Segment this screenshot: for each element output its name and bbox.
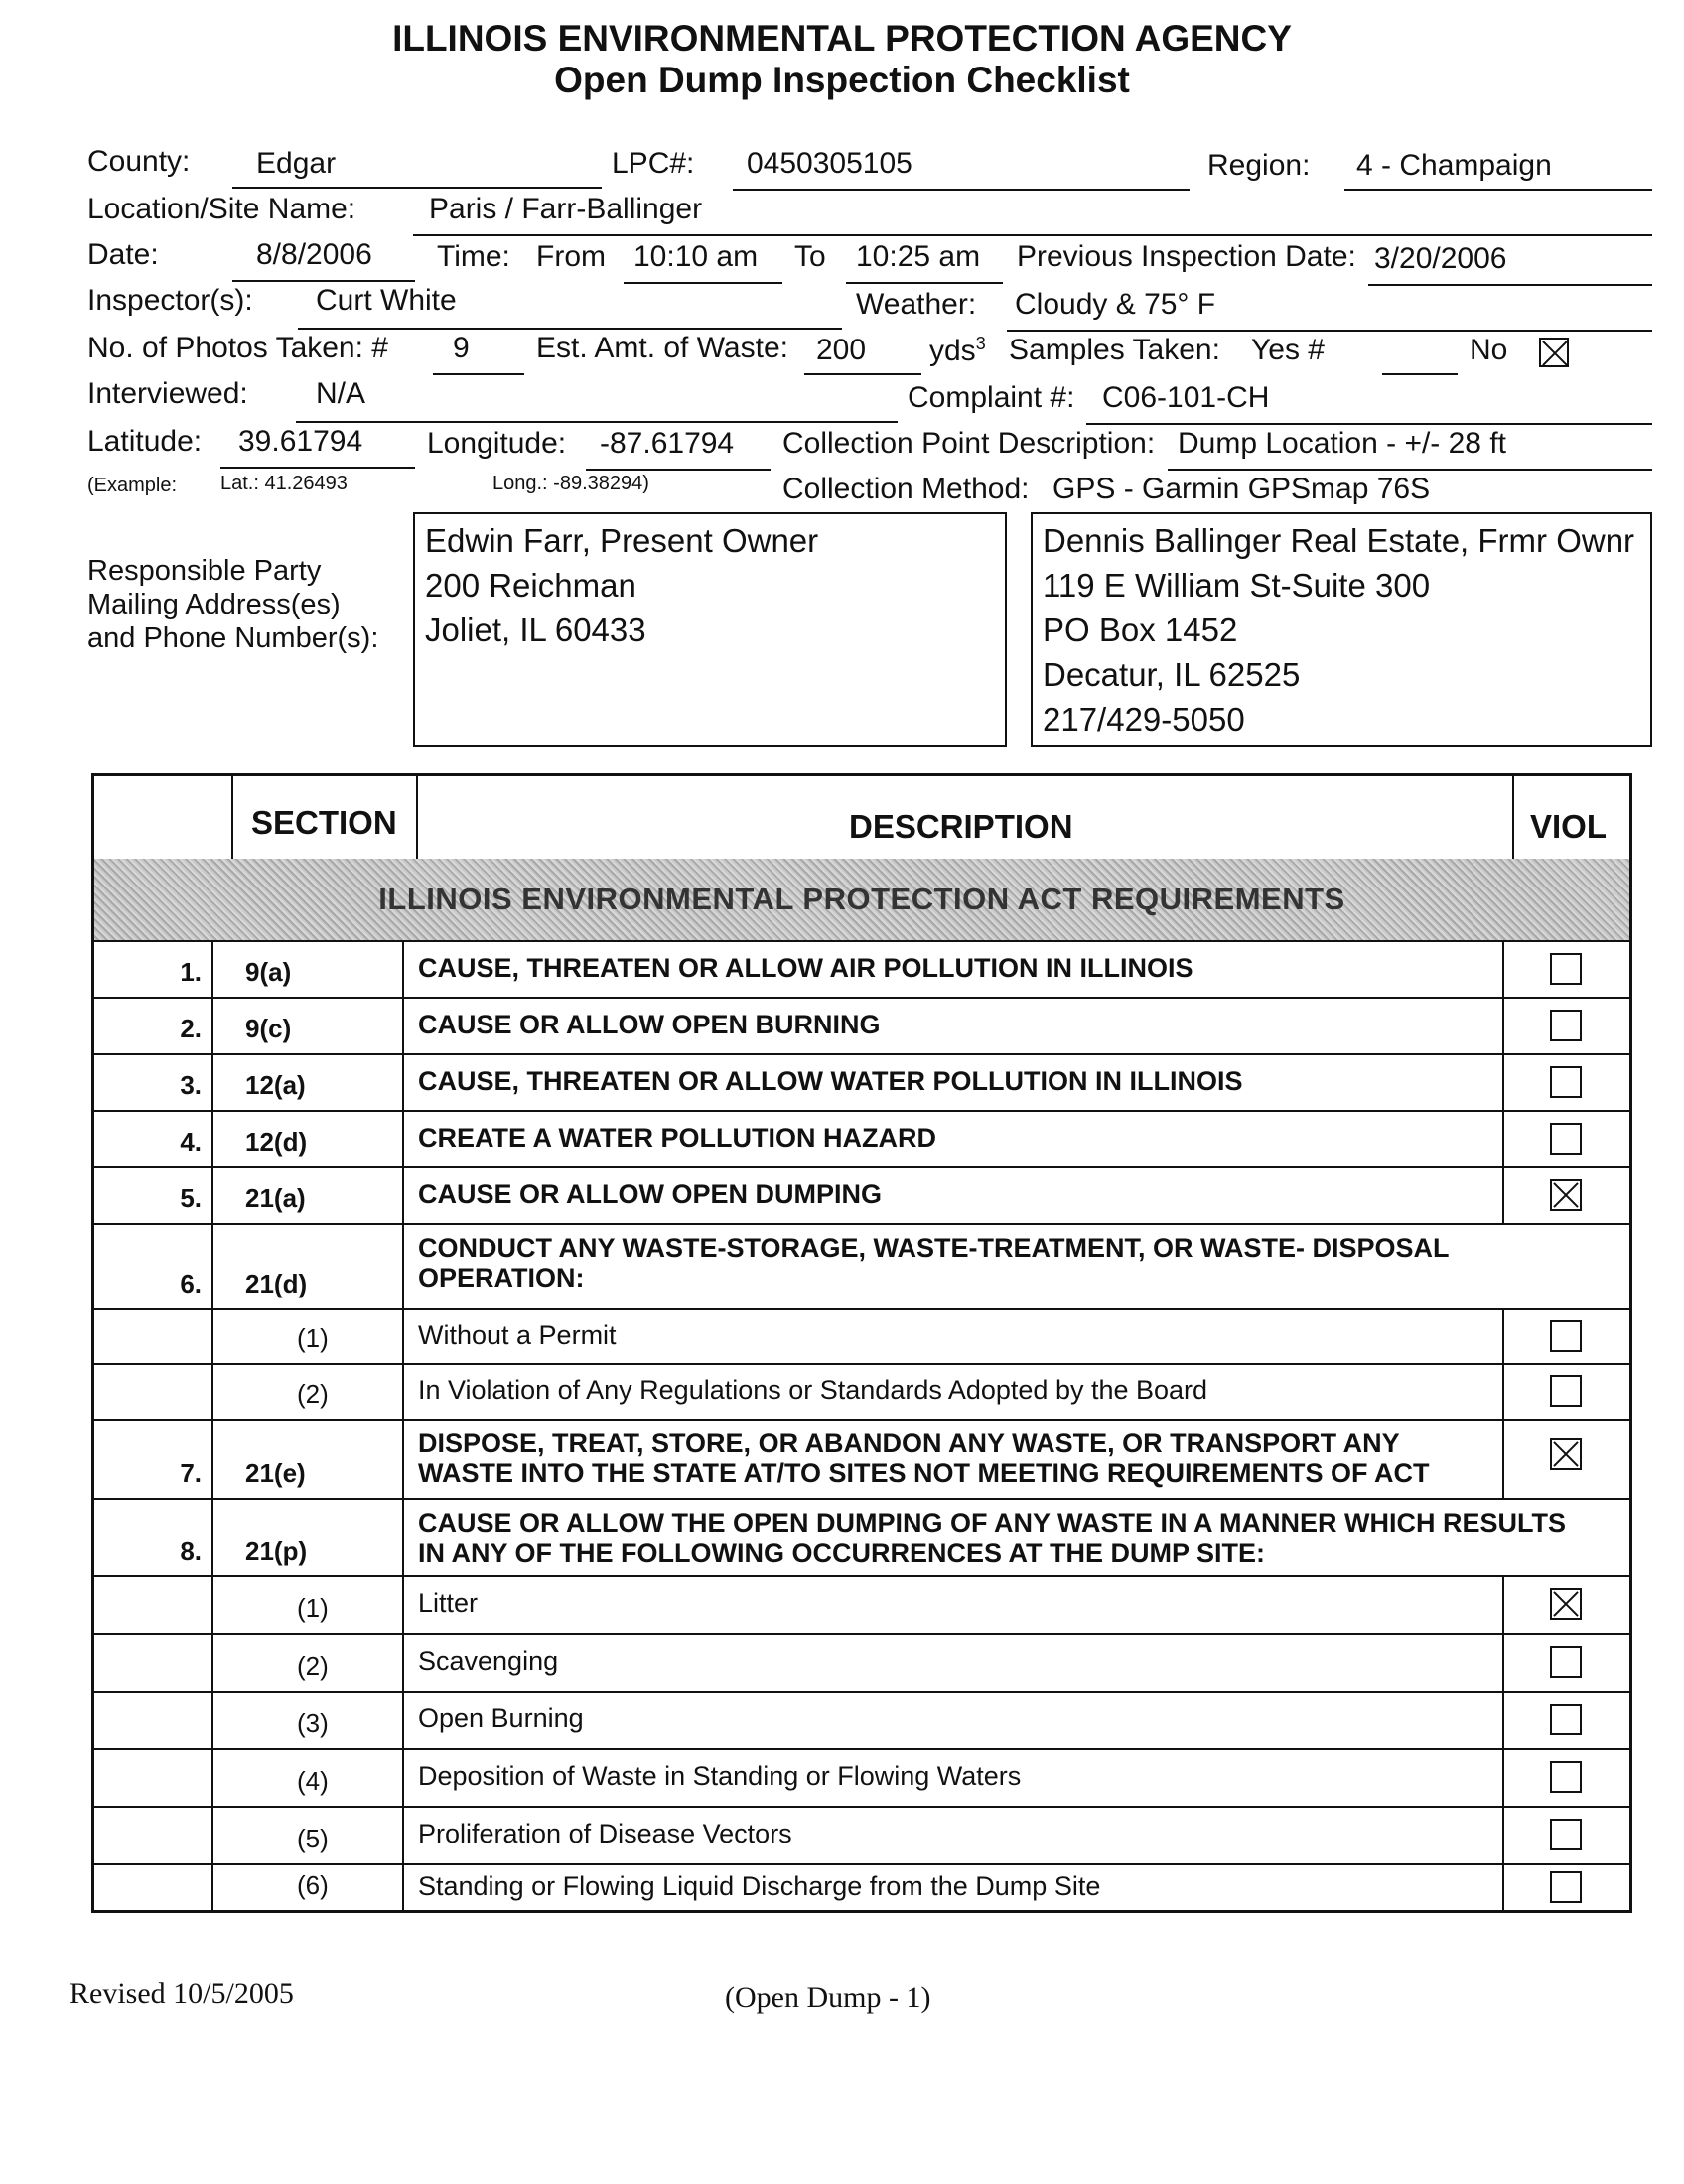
act-requirements-band: ILLINOIS ENVIRONMENTAL PROTECTION ACT REQUIREMENTS — [94, 859, 1629, 940]
location-value: Paris / Farr-Ballinger — [429, 193, 703, 225]
row-subsection: (1) — [297, 1593, 329, 1623]
row-subsection: (2) — [297, 1379, 329, 1409]
example-label: (Example: — [87, 475, 178, 496]
row-subsection: (4) — [297, 1766, 329, 1796]
interviewed-label: Interviewed: — [87, 377, 248, 410]
row-subsection: (1) — [297, 1323, 329, 1353]
row-subsection: (6) — [297, 1870, 329, 1900]
waste-unit: yds$^3$ — [929, 334, 986, 367]
prev-inspection-value: 3/20/2006 — [1374, 242, 1507, 275]
viol-checkbox[interactable] — [1550, 1123, 1582, 1155]
viol-checkbox[interactable] — [1550, 1761, 1582, 1793]
longitude-value: -87.61794 — [600, 427, 735, 460]
row-number: 1. — [180, 957, 202, 987]
viol-checkbox[interactable] — [1550, 1179, 1582, 1211]
complaint-label: Complaint #: — [908, 381, 1075, 414]
latitude-value: 39.61794 — [238, 425, 363, 458]
form-title: Open Dump Inspection Checklist — [554, 60, 1130, 100]
complaint-value: C06-101-CH — [1102, 381, 1270, 414]
example-long: Long.: -89.38294) — [492, 473, 649, 494]
row-description: Standing or Flowing Liquid Discharge from the Dump Site — [418, 1871, 1101, 1901]
interviewed-value: N/A — [316, 377, 366, 410]
row-description: CREATE A WATER POLLUTION HAZARD — [418, 1123, 936, 1153]
row-section: 21(e) — [245, 1458, 306, 1488]
viol-checkbox[interactable] — [1550, 1588, 1582, 1620]
waste-value: 200 — [816, 334, 867, 366]
row-description: DISPOSE, TREAT, STORE, OR ABANDON ANY WASTE, OR TRANSPORT ANY WASTE INTO THE STATE AT/TO SITES NOT MEETING REQUIREMENTS OF ACT — [418, 1429, 1430, 1488]
time-from-value: 10:10 am — [633, 240, 759, 273]
row-number: 3. — [180, 1070, 202, 1100]
date-value: 8/8/2006 — [256, 238, 372, 271]
row-number: 7. — [180, 1458, 202, 1488]
samples-no-label: No — [1470, 334, 1508, 366]
viol-checkbox[interactable] — [1550, 1819, 1582, 1850]
row-section: 9(c) — [245, 1014, 292, 1043]
requirements-table — [91, 773, 1632, 1913]
row-description: CONDUCT ANY WASTE-STORAGE, WASTE-TREATMENT, OR WASTE- DISPOSAL OPERATION: — [418, 1233, 1450, 1293]
agency-title: ILLINOIS ENVIRONMENTAL PROTECTION AGENCY — [392, 18, 1292, 59]
county-label: County: — [87, 145, 191, 178]
region-label: Region: — [1207, 149, 1311, 182]
county-value: Edgar — [256, 147, 337, 180]
row-description: Without a Permit — [418, 1320, 617, 1350]
weather-value: Cloudy & 75° F — [1015, 288, 1216, 321]
samples-no-checkbox[interactable] — [1539, 338, 1569, 367]
viol-checkbox[interactable] — [1550, 1704, 1582, 1735]
to-label: To — [794, 240, 826, 273]
lpc-value: 0450305105 — [747, 147, 912, 180]
row-description: CAUSE OR ALLOW THE OPEN DUMPING OF ANY WASTE IN A MANNER WHICH RESULTS IN ANY OF THE FOLLOWING OCCURRENCES AT THE DUMP SITE: — [418, 1508, 1567, 1568]
lpc-label: LPC#: — [612, 147, 695, 180]
page-label: (Open Dump - 1) — [725, 1981, 931, 2014]
row-section: 9(a) — [245, 957, 292, 987]
viol-checkbox[interactable] — [1550, 1871, 1582, 1903]
viol-checkbox[interactable] — [1550, 1646, 1582, 1678]
revised-date: Revised 10/5/2005 — [70, 1978, 294, 2010]
row-section: 21(p) — [245, 1536, 308, 1566]
samples-yes-label: Yes # — [1251, 334, 1325, 366]
location-label: Location/Site Name: — [87, 193, 356, 225]
row-section: 21(a) — [245, 1183, 306, 1213]
row-description: In Violation of Any Regulations or Standards Adopted by the Board — [418, 1375, 1208, 1405]
photos-value: 9 — [453, 332, 470, 364]
waste-label: Est. Amt. of Waste: — [536, 332, 788, 364]
longitude-label: Longitude: — [427, 427, 567, 460]
row-description: Scavenging — [418, 1646, 559, 1676]
row-number: 5. — [180, 1183, 202, 1213]
row-section: 12(a) — [245, 1070, 306, 1100]
date-label: Date: — [87, 238, 159, 271]
latitude-label: Latitude: — [87, 425, 203, 458]
row-subsection: (5) — [297, 1824, 329, 1853]
collection-method-label: Collection Method: — [782, 473, 1030, 505]
row-subsection: (3) — [297, 1708, 329, 1738]
prev-inspection-label: Previous Inspection Date: — [1017, 240, 1356, 273]
example-lat: Lat.: 41.26493 — [220, 473, 348, 494]
collection-point-label: Collection Point Description: — [782, 427, 1156, 460]
responsible-party-label: Responsible Party Mailing Address(es) and Phone Number(s): — [87, 555, 379, 654]
weather-label: Weather: — [856, 288, 977, 321]
inspector-label: Inspector(s): — [87, 284, 253, 317]
row-description: Litter — [418, 1588, 479, 1618]
viol-checkbox[interactable] — [1550, 1438, 1582, 1470]
row-section: 12(d) — [245, 1127, 308, 1157]
row-number: 6. — [180, 1269, 202, 1298]
inspector-value: Curt White — [316, 284, 457, 317]
responsible-party-1: Edwin Farr, Present Owner 200 Reichman Joliet, IL 60433 — [413, 512, 1007, 747]
collection-point-value: Dump Location - +/- 28 ft — [1178, 427, 1506, 460]
row-description: Deposition of Waste in Standing or Flowing Waters — [418, 1761, 1022, 1791]
viol-checkbox[interactable] — [1550, 953, 1582, 985]
time-to-value: 10:25 am — [856, 240, 981, 273]
row-description: CAUSE, THREATEN OR ALLOW WATER POLLUTION IN ILLINOIS — [418, 1066, 1243, 1096]
photos-label: No. of Photos Taken: # — [87, 332, 388, 364]
col-viol: VIOL — [1530, 808, 1608, 845]
viol-checkbox[interactable] — [1550, 1375, 1582, 1407]
row-description: CAUSE, THREATEN OR ALLOW AIR POLLUTION IN ILLINOIS — [418, 953, 1193, 983]
row-subsection: (2) — [297, 1651, 329, 1681]
row-description: CAUSE OR ALLOW OPEN DUMPING — [418, 1179, 883, 1209]
row-description: Proliferation of Disease Vectors — [418, 1819, 792, 1848]
from-label: From — [536, 240, 606, 273]
viol-checkbox[interactable] — [1550, 1010, 1582, 1041]
samples-label: Samples Taken: — [1009, 334, 1220, 366]
row-number: 2. — [180, 1014, 202, 1043]
row-number: 8. — [180, 1536, 202, 1566]
viol-checkbox[interactable] — [1550, 1066, 1582, 1098]
row-description: CAUSE OR ALLOW OPEN BURNING — [418, 1010, 881, 1039]
region-value: 4 - Champaign — [1356, 149, 1552, 182]
viol-checkbox[interactable] — [1550, 1320, 1582, 1352]
row-number: 4. — [180, 1127, 202, 1157]
responsible-party-2: Dennis Ballinger Real Estate, Frmr Ownr 119 E William St-Suite 300 PO Box 1452 Decatur, IL 62525 217/429-5050 — [1031, 512, 1652, 747]
col-section: SECTION — [251, 804, 397, 841]
time-label: Time: — [437, 240, 510, 273]
col-description: DESCRIPTION — [849, 808, 1073, 845]
row-description: Open Burning — [418, 1704, 584, 1733]
row-section: 21(d) — [245, 1269, 308, 1298]
collection-method-value: GPS - Garmin GPSmap 76S — [1052, 473, 1431, 505]
